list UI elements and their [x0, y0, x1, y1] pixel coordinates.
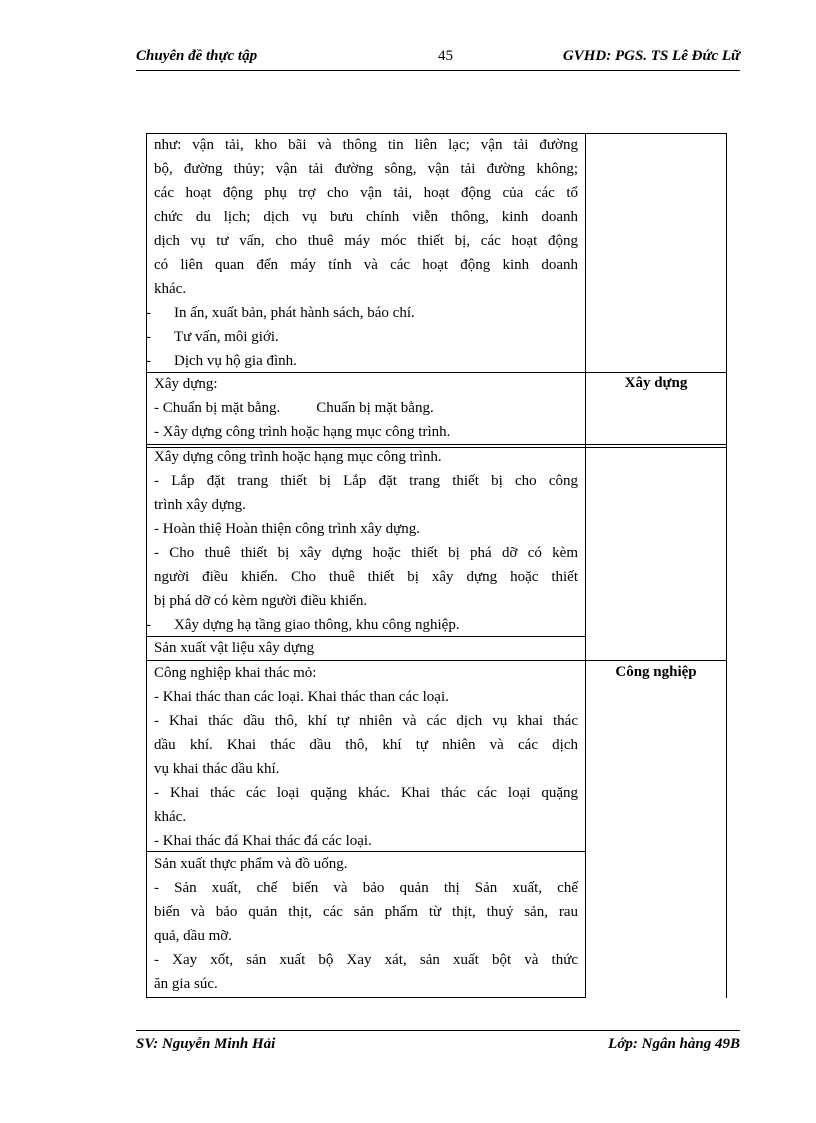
row1-text [146, 133, 578, 373]
category-construction: Xây dựng [624, 375, 688, 391]
text-line: khác. [154, 281, 187, 297]
text-line: - Xay xốt, sản xuất bộ Xay xát, sản xuất bột và thức [154, 952, 578, 968]
page-footer [136, 1036, 740, 1056]
text-line: - Sản xuất, chế biến và bảo quản thị Sản xuất, chế [154, 880, 578, 896]
text-line: - Lắp đặt trang thiết bị Lắp đặt trang thiết bị cho công [154, 473, 578, 489]
text-line: bị phá dỡ có kèm người điều khiển. [154, 593, 368, 609]
text-line: các hoạt động phụ trợ cho vận tải, hoạt động của các tổ [154, 185, 578, 201]
text-line: Xây dựng công trình hoặc hạng mục công trình. [154, 449, 442, 465]
row6-text [154, 852, 578, 996]
dash-marker: - [146, 617, 151, 633]
footer-rule [136, 1030, 740, 1031]
header-rule [136, 70, 740, 71]
text-line: biến và bảo quản thịt, các sản phẩm từ thịt, thuỷ sản, rau [154, 904, 578, 920]
list-item: - Xây dựng hạ tầng giao thông, khu công nghiệp. [146, 613, 578, 637]
page-header [136, 48, 740, 68]
text-line: vụ khai thác dầu khí. [154, 761, 280, 777]
row5-text [154, 661, 578, 853]
class-name: Lớp: Ngân hàng 49B [608, 1036, 740, 1052]
text-line: người điều khiển. Cho thuê thiết bị xây dựng hoặc thiết [154, 569, 578, 585]
text-line: có liên quan đến máy tính và các hoạt động kinh doanh [154, 257, 578, 273]
text-line: quả, dầu mỡ. [154, 928, 232, 944]
table-left-border [146, 133, 147, 998]
text-line: - Khai thác các loại quặng khác. Khai thác các loại quặng [154, 785, 578, 801]
table-right-border [726, 133, 727, 998]
list-item: - Dịch vụ hộ gia đình. [146, 349, 578, 373]
text-line: - Khai thác dầu thô, khí tự nhiên và các dịch vụ khai thác [154, 713, 578, 729]
student-name: SV: Nguyễn Minh Hải [136, 1036, 276, 1052]
category-industry: Công nghiệp [615, 664, 697, 680]
text-line: như: vận tải, kho bãi và thông tin liên lạc; vận tải đường [154, 137, 578, 153]
list-item: - In ấn, xuất bản, phát hành sách, báo chí. [146, 301, 578, 325]
list-item: - Tư vấn, môi giới. [146, 325, 578, 349]
text-line: - Chuẩn bị mặt bằng. Chuẩn bị mặt bằng. [154, 400, 434, 416]
text-line: - Khai thác than các loại. Khai thác than các loại. [154, 689, 449, 705]
row3-text [146, 445, 578, 637]
text-line: dịch vụ tư vấn, cho thuê máy móc thiết bị, các hoạt động [154, 233, 578, 249]
row4-text [154, 636, 578, 660]
table-bottom-border [146, 997, 585, 998]
text-line: Sản xuất vật liệu xây dựng [154, 640, 315, 656]
text-line: Công nghiệp khai thác mỏ: [154, 665, 317, 681]
row2-text [154, 372, 578, 444]
text-line: - Hoàn thiệ Hoàn thiện công trình xây dựng. [154, 521, 420, 537]
text-line: - Cho thuê thiết bị xây dựng hoặc thiết bị phá dỡ có kèm [154, 545, 578, 561]
text-line: Sản xuất thực phẩm và đồ uống. [154, 856, 348, 872]
text-line: - Xây dựng công trình hoặc hạng mục công trình. [154, 424, 451, 440]
advisor-name: GVHD: PGS. TS Lê Đức Lữ [562, 48, 740, 64]
text-line: - Khai thác đá Khai thác đá các loại. [154, 833, 372, 849]
text-line: bộ, đường thủy; vận tải đường sông, vận tải đường không; [154, 161, 578, 177]
table-column-divider [585, 133, 586, 998]
document-title: Chuyên đề thực tập [136, 48, 258, 64]
dash-marker: - [146, 305, 151, 321]
text-line: trình xây dựng. [154, 497, 246, 513]
text-line: chức du lịch; dịch vụ bưu chính viễn thông, kinh doanh [154, 209, 578, 225]
dash-marker: - [146, 329, 151, 345]
dash-marker: - [146, 353, 151, 369]
text-line: Xây dựng: [154, 376, 218, 392]
text-line: khác. [154, 809, 187, 825]
text-line: dầu khí. Khai thác dầu thô, khí tự nhiên và các dịch [154, 737, 578, 753]
text-line: ăn gia súc. [154, 976, 218, 992]
page-number: 45 [438, 48, 453, 64]
